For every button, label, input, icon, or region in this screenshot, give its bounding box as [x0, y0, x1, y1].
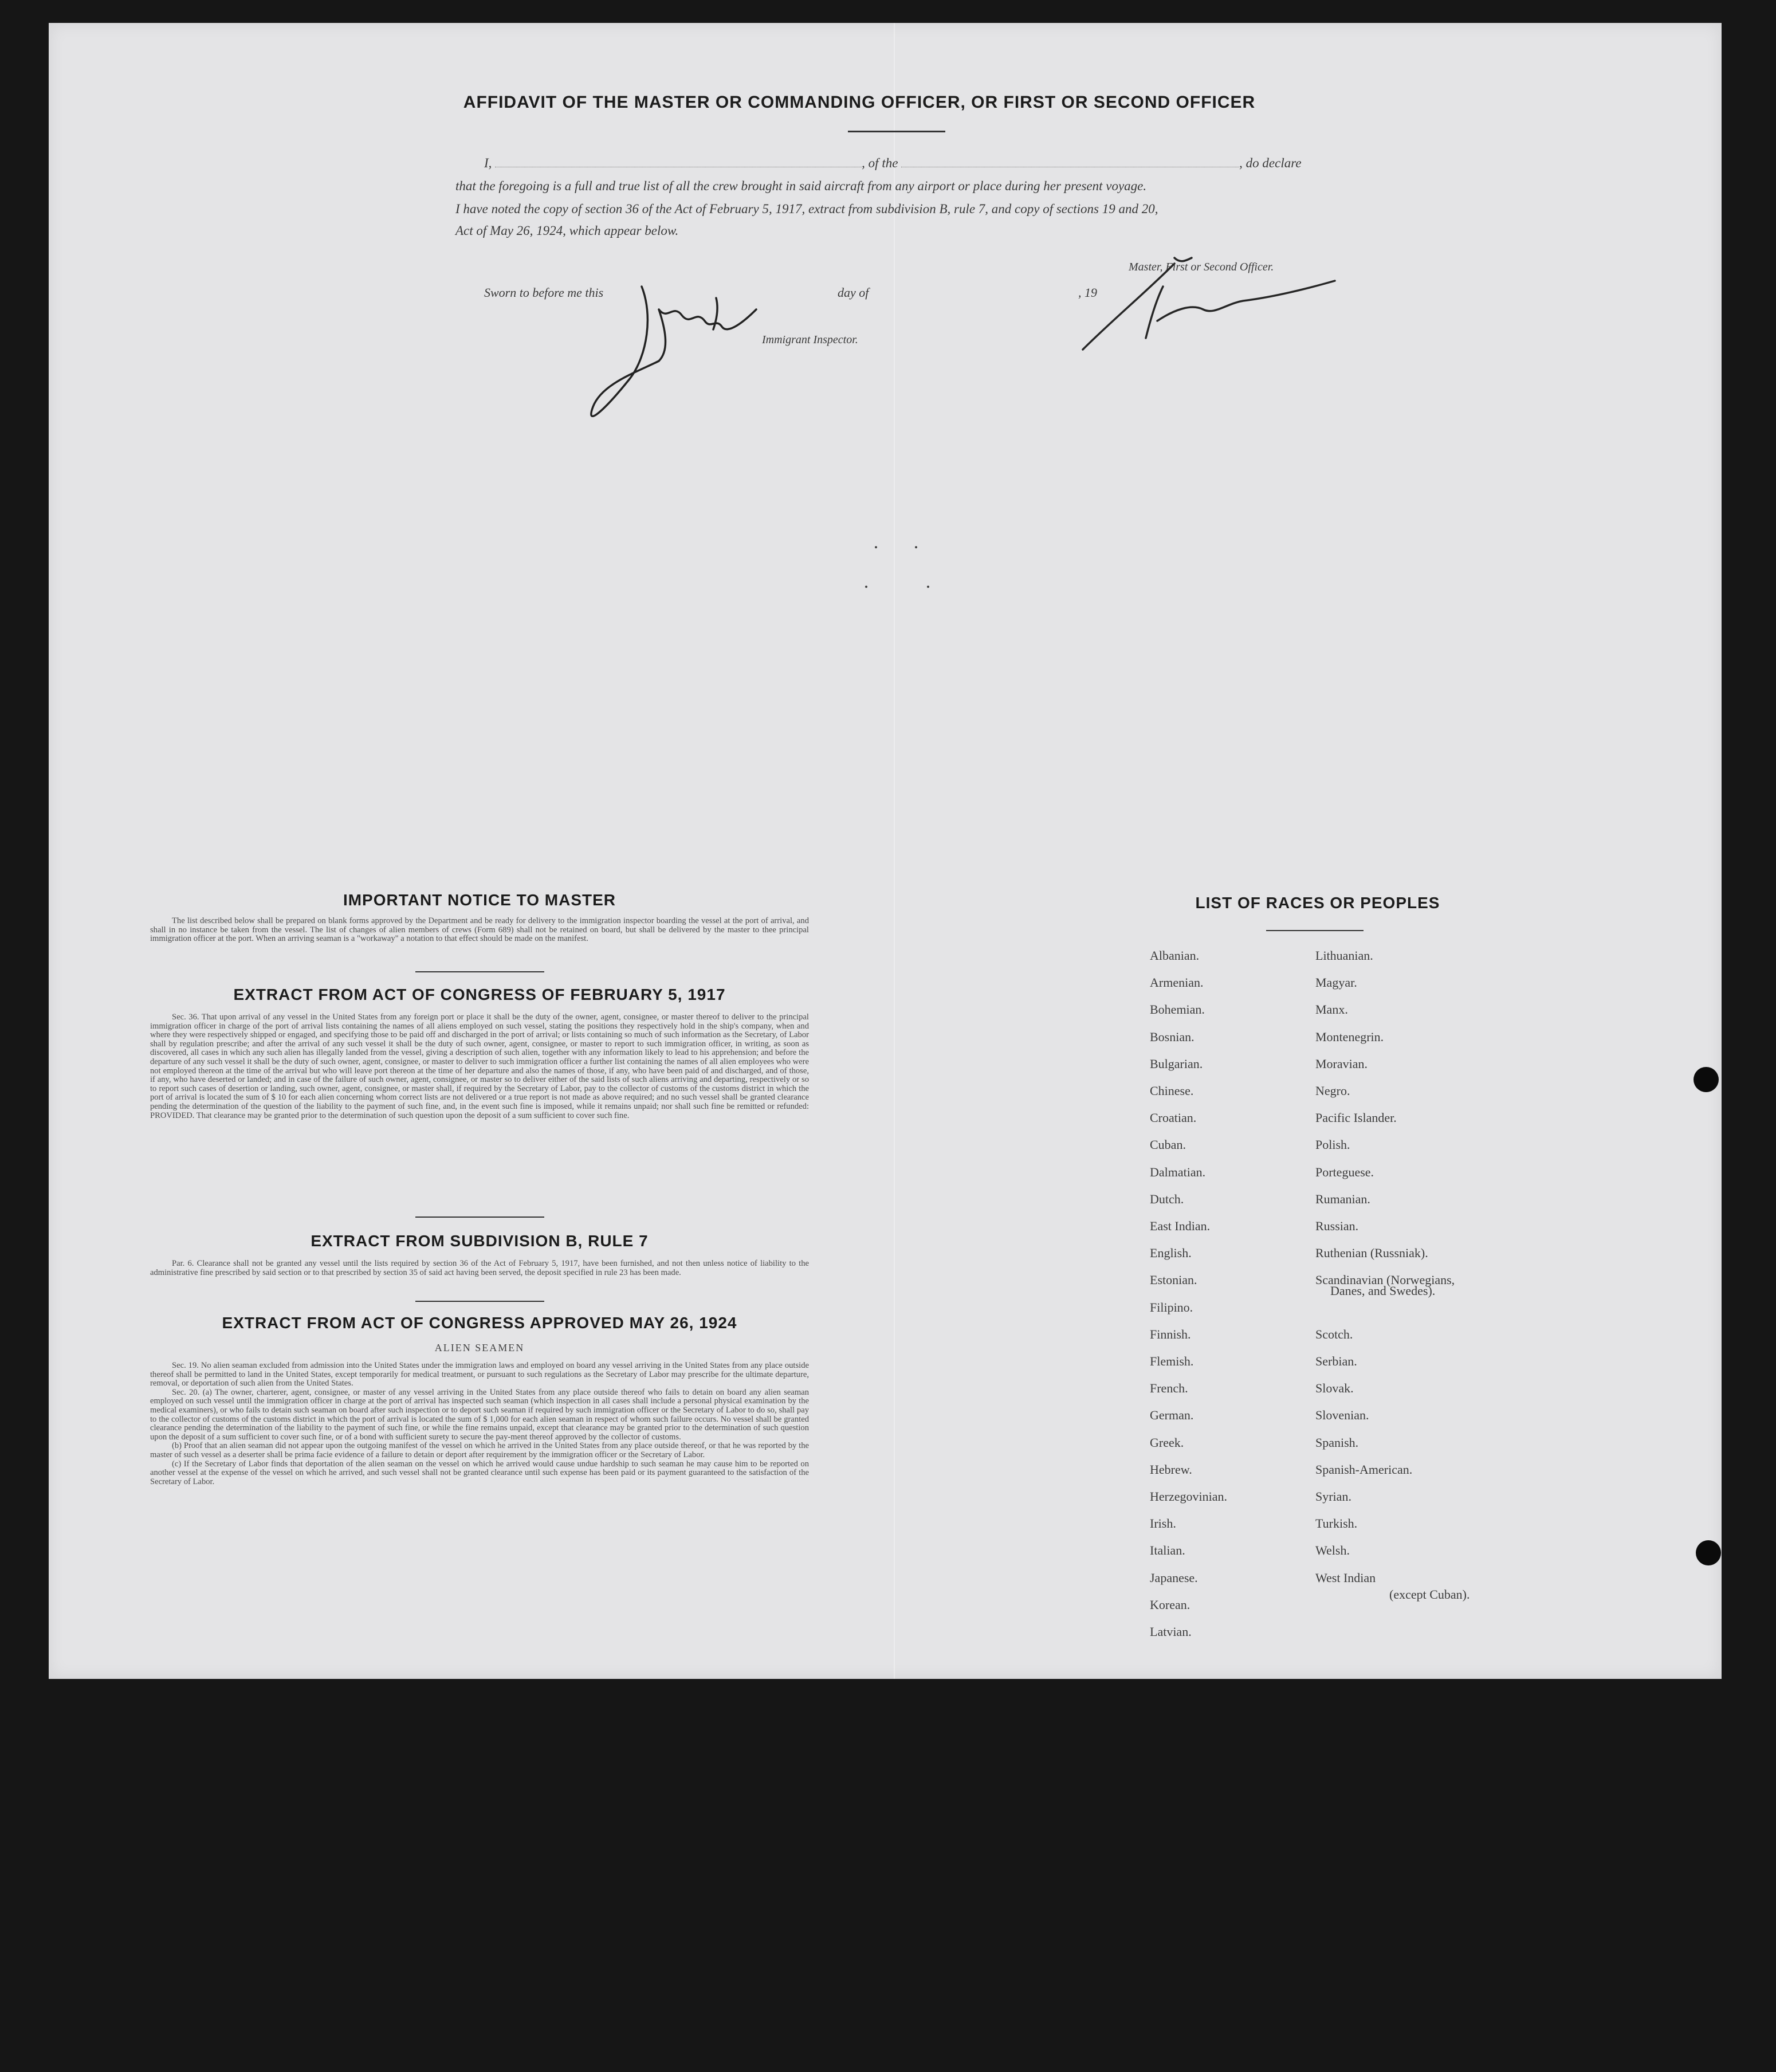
race-item: Spanish-American.	[1315, 1462, 1413, 1477]
inspector-signature	[573, 264, 791, 435]
race-item: Russian.	[1315, 1219, 1359, 1233]
races-title: LIST OF RACES OR PEOPLES	[1195, 894, 1440, 912]
title-rule	[848, 131, 945, 132]
affidavit-of: , of	[862, 156, 879, 170]
race-item: Moravian.	[1315, 1057, 1368, 1071]
page-fold	[894, 23, 895, 1679]
notice-text	[150, 917, 809, 944]
race-item: Cuban.	[1150, 1137, 1186, 1152]
race-item: Latvian.	[1150, 1624, 1192, 1639]
races-rule	[1266, 930, 1364, 931]
extract-1917-text	[150, 1013, 809, 1120]
race-item: Ruthenian (Russniak).	[1315, 1246, 1428, 1260]
race-item: Estonian.	[1150, 1273, 1197, 1287]
race-item: Porteguese.	[1315, 1165, 1374, 1179]
affidavit-line1	[484, 156, 1302, 171]
race-item: Finnish.	[1150, 1327, 1191, 1341]
year-text: , 19	[1078, 285, 1097, 300]
extract-1924-title: EXTRACT FROM ACT OF CONGRESS APPROVED MAY 26, 1924	[222, 1314, 737, 1332]
race-item: Irish.	[1150, 1516, 1176, 1531]
extract-1917-paragraph: Sec. 36. That upon arrival of any vessel in the United States from any foreign port or place it shall be the duty of the owner, agent, consignee, or master thereof to deliver to the principal immigration officer in charge of the port of arrival lists containing the names of all aliens employed on such vessel, stating the positions they respectively hold in the ship's company, when and where they were respectively shipped or engaged, and specifying those to be paid off and discharged in the port of arrival; or lists containing so much of such information as the Secretary, of Labor shall by regulation prescribe; and after the arrival of any such vessel it shall be the duty of such owner, agent, consignee, or master to report to such immigration officer, in writing, as soon as discovered, all cases in which any such alien has illegally landed from the vessel, giving a description of such alien, together with any information likely to lead to his apprehension; and before the departure of any such vessel it shall be the duty of such owner, agent, consignee, or master to deliver to such immigration officer a further list containing the names of all alien employees who were not employed thereon at the time of the arrival but who will leave port thereon at the time of her departure and also the names of those, if any, who have been paid of and discharged, and of those, if any, who have deserted or landed; and in case of the failure of such owner, agent, consignee, or master so to deliver either of the said lists of such aliens arriving and departing, respectively or so to report such cases of desertion or landing, such owner, agent, consignee, or master shall, if required by the Secretary of Labor, pay to the collector of customs of the customs district in which the port of arrival is located the sum of $ 10 for each alien concerning whom correct lists are not delivered or a true report is not made as above required; and no such vessel shall be granted clearance pending the determination of the question of the liability to the payment of such fine, and, in the event such fine is imposed, while it remains unpaid; nor shall such fine be remitted or refunded: PROVIDED. That clearance may be granted prior to the determination of such question upon the deposit of a sum sufficient to cover such fine.	[150, 1013, 809, 1120]
race-item: Turkish.	[1315, 1516, 1358, 1531]
race-item: Flemish.	[1150, 1354, 1194, 1368]
affidavit-the: the	[882, 156, 898, 170]
binder-hole	[1696, 1540, 1721, 1565]
race-item: Bosnian.	[1150, 1030, 1195, 1044]
race-item: Korean.	[1150, 1598, 1190, 1612]
affidavit-declare: , do declare	[1239, 156, 1302, 170]
race-item-continuation: Danes, and Swedes).	[1330, 1284, 1436, 1298]
race-item: Pacific Islander.	[1315, 1110, 1397, 1125]
sec20b-paragraph: (b) Proof that an alien seaman did not appear upon the outgoing manifest of the vessel on which he arrived in the United States from any place outside thereof, or that he was reported by the master of such vessel as a deserter shall be prima facie evidence of a failure to detain or deport after requirement by the immigration officer or the Secretary of Labor.	[150, 1441, 809, 1459]
race-item: Welsh.	[1315, 1543, 1350, 1557]
affidavit-i: I,	[484, 156, 492, 170]
race-item: Scandinavian (Norwegians,	[1315, 1273, 1455, 1287]
speck	[927, 586, 929, 588]
extract-1924-text	[150, 1361, 809, 1486]
extract-1917-rule	[415, 1216, 544, 1218]
speck	[865, 586, 867, 588]
sec19-paragraph: Sec. 19. No alien seaman excluded from admission into the United States under the immigration laws and employed on board any vessel arriving in the United States from any place outside thereof shall be permitted to land in the United States, except temporarily for medical treatment, or pursuant to such regulations as the Secretary of Labor may prescribe for the ultimate departure, removal, or deportation of such alien from the United States.	[150, 1361, 809, 1388]
day-of-text: day of	[838, 285, 869, 300]
race-item: Bulgarian.	[1150, 1057, 1203, 1071]
rule7-rule	[415, 1301, 544, 1302]
race-item: Bohemian.	[1150, 1002, 1205, 1017]
name-blank[interactable]	[495, 156, 862, 167]
affidavit-title: AFFIDAVIT OF THE MASTER OR COMMANDING OFFICER, OR FIRST OR SECOND OFFICER	[463, 93, 1256, 112]
master-label: Master, First or Second Officer.	[1129, 261, 1274, 273]
alien-seamen-subtitle: ALIEN SEAMEN	[434, 1342, 525, 1353]
rule7-title: EXTRACT FROM SUBDIVISION B, RULE 7	[311, 1232, 649, 1250]
race-item-continuation: (except Cuban).	[1389, 1587, 1470, 1602]
notice-rule	[415, 971, 544, 972]
race-item: West Indian	[1315, 1571, 1376, 1585]
race-item: Herzegovinian.	[1150, 1489, 1227, 1504]
race-item: Slovak.	[1315, 1381, 1354, 1395]
race-item: Negro.	[1315, 1084, 1350, 1098]
race-item: Filipino.	[1150, 1300, 1193, 1314]
affidavit-line4: Act of May 26, 1924, which appear below.	[455, 223, 679, 238]
race-item: Syrian.	[1315, 1489, 1351, 1504]
race-item: Manx.	[1315, 1002, 1348, 1017]
notice-title: IMPORTANT NOTICE TO MASTER	[343, 891, 616, 909]
affidavit-line2: that the foregoing is a full and true list of all the crew brought in said aircraft from any airport or place during her present voyage.	[455, 179, 1147, 193]
race-item: Montenegrin.	[1315, 1030, 1384, 1044]
race-item: Polish.	[1315, 1137, 1350, 1152]
speck	[915, 546, 917, 548]
race-item: English.	[1150, 1246, 1192, 1260]
race-item: Italian.	[1150, 1543, 1185, 1557]
binder-hole	[1694, 1067, 1719, 1092]
sec20a-paragraph: Sec. 20. (a) The owner, charterer, agent, consignee, or master of any vessel arriving in the United States from any place outside thereof who fails to detain on board any alien seaman employed on such vessel until the immigration officer in charge at the port of arrival has inspected such seaman (which inspection in all cases shall include a personal physical examination by the medical examiners), or who fails to detain such seaman on board after such inspection or to deport such seaman if required by such immigration officer or the Secretary of Labor to do so, shall pay to the collector of customs of the customs district in which the port of arrival is located the sum of $ 1,000 for each alien seaman in respect of whom such failure occurs. No vessel shall be granted clearance pending the determination of the liability to the payment of such fine, or while the fine remains unpaid, except that clearance may be granted prior to the determination of such question upon the deposit of a sum sufficient to cover such fine, or of a bond with sufficient surety to secure the pay-ment thereof approved by the collector of customs.	[150, 1387, 809, 1442]
race-item: Lithuanian.	[1315, 948, 1373, 963]
affidavit-line3: I have noted the copy of section 36 of the Act of February 5, 1917, extract from subdivision B, rule 7, and copy of sections 19 and 20,	[455, 202, 1158, 216]
rule7-paragraph: Par. 6. Clearance shall not be granted any vessel until the lists required by section 36 of the Act of February 5, 1917, have been furnished, and not then unless notice of liability to the administrative fine prescribed by said section or to that prescribed by section 35 of said act having been served, the deposit specified in rule 23 has been made.	[150, 1259, 809, 1277]
inspector-label: Immigrant Inspector.	[762, 333, 858, 346]
sworn-text: Sworn to before me this	[484, 285, 604, 300]
race-item: Magyar.	[1315, 975, 1357, 990]
race-item: Hebrew.	[1150, 1462, 1192, 1477]
race-item: Scotch.	[1315, 1327, 1353, 1341]
race-item: Slovenian.	[1315, 1408, 1369, 1422]
extract-1917-title: EXTRACT FROM ACT OF CONGRESS OF FEBRUARY 5, 1917	[233, 986, 726, 1003]
race-item: Chinese.	[1150, 1084, 1194, 1098]
race-item: Serbian.	[1315, 1354, 1357, 1368]
race-item: Albanian.	[1150, 948, 1200, 963]
race-item: Croatian.	[1150, 1110, 1197, 1125]
race-item: Dalmatian.	[1150, 1165, 1206, 1179]
race-item: Armenian.	[1150, 975, 1204, 990]
race-item: Greek.	[1150, 1435, 1184, 1450]
speck	[875, 546, 877, 548]
race-item: Dutch.	[1150, 1192, 1184, 1206]
race-item: German.	[1150, 1408, 1194, 1422]
master-signature	[1077, 241, 1346, 355]
race-item: Japanese.	[1150, 1571, 1198, 1585]
race-item: Rumanian.	[1315, 1192, 1370, 1206]
sec20c-paragraph: (c) If the Secretary of Labor finds that deportation of the alien seaman on the vessel on which he arrived would cause undue hardship to such seaman he may cause him to be reported on another vessel at the expense of the vessel on which he arrived, and such vessel shall not be granted clearance until such expense has been paid or its payment guaranteed to the satisfaction of the Secretary of Labor.	[150, 1459, 809, 1486]
notice-paragraph: The list described below shall be prepared on blank forms approved by the Department and be ready for delivery to the immigration inspector boarding the vessel at the port of arrival, and shall in no instance be taken from the vessel. The list of changes of alien members of crews (Form 689) shall not be retained on board, but shall be delivered by the master to thee principal immigration officer at the port. When an arriving seaman is a "workaway" a notation to that effect should be made on the manifest.	[150, 916, 809, 944]
rule7-text	[150, 1259, 809, 1277]
race-item: French.	[1150, 1381, 1188, 1395]
aircraft-blank[interactable]	[901, 156, 1239, 167]
race-item: Spanish.	[1315, 1435, 1359, 1450]
race-item: East Indian.	[1150, 1219, 1211, 1233]
